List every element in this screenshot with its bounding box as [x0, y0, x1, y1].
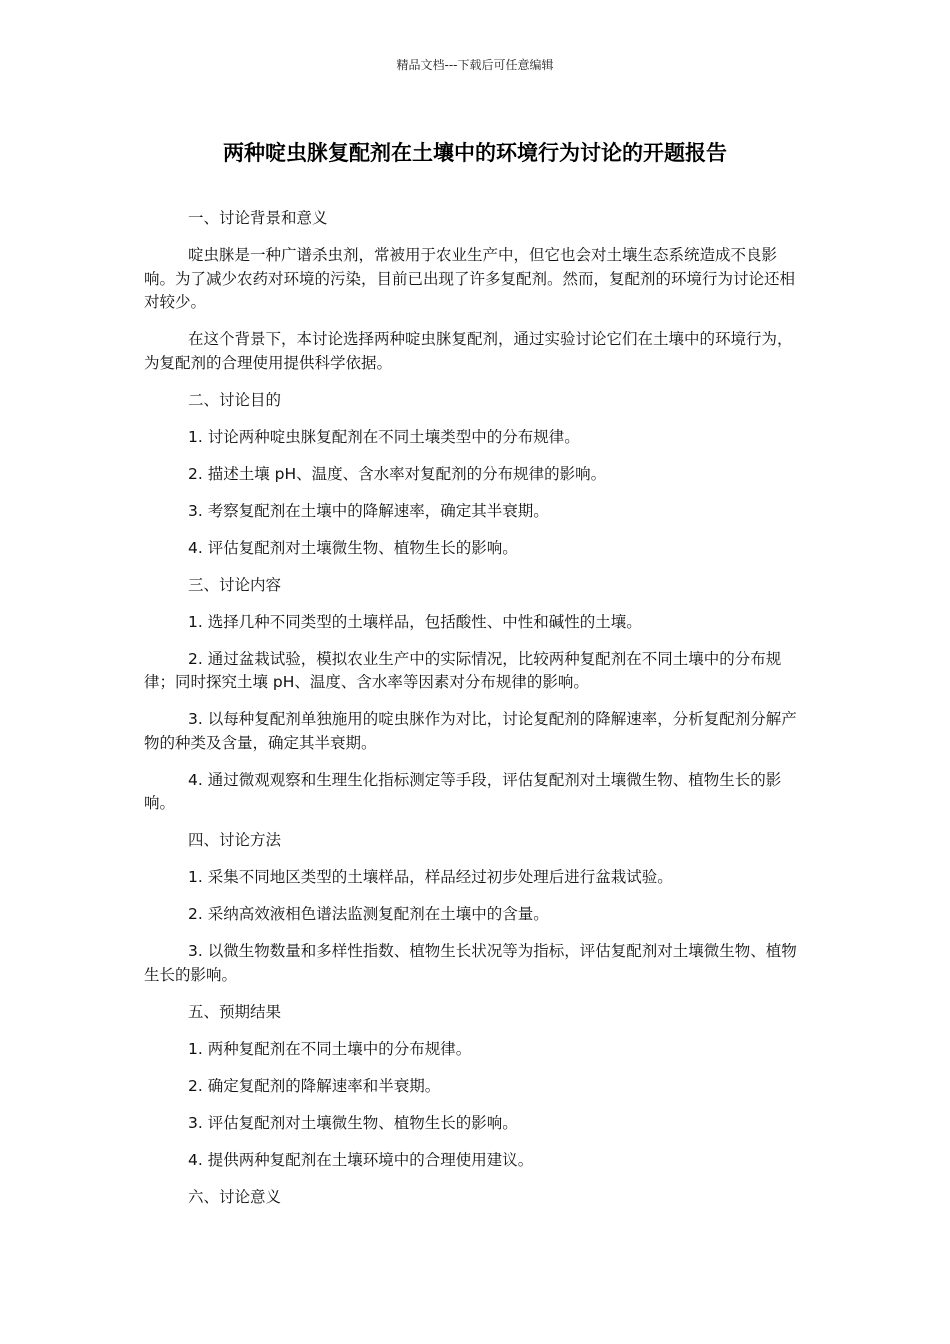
list-item-content-3: 3. 以每种复配剂单独施用的啶虫脒作为对比，讨论复配剂的降解速率，分析复配剂分解产物的种类及含量，确定其半衰期。	[144, 710, 797, 752]
list-item-method-2: 2. 采纳高效液相色谱法监测复配剂在土壤中的含量。	[188, 905, 549, 923]
section-heading-objectives: 二、讨论目的	[188, 390, 282, 409]
list-item-method-3: 3. 以微生物数量和多样性指数、植物生长状况等为指标，评估复配剂对土壤微生物、植物生长的影响。	[144, 942, 797, 984]
list-item-objective-3: 3. 考察复配剂在土壤中的降解速率，确定其半衰期。	[188, 501, 549, 520]
section-heading-methods: 四、讨论方法	[188, 831, 282, 849]
list-item-content-4: 4. 通过微观观察和生理生化指标测定等手段，评估复配剂对土壤微生物、植物生长的影响。	[144, 770, 782, 812]
section-heading-content: 三、讨论内容	[188, 575, 282, 594]
document-title: 两种啶虫脒复配剂在土壤中的环境行为讨论的开题报告	[223, 141, 727, 165]
list-item-objective-1: 1. 讨论两种啶虫脒复配剂在不同土壤类型中的分布规律。	[188, 427, 580, 446]
list-item-result-3: 3. 评估复配剂对土壤微生物、植物生长的影响。	[188, 1113, 518, 1132]
list-item-method-1: 1. 采集不同地区类型的土壤样品，样品经过初步处理后进行盆栽试验。	[188, 868, 673, 886]
list-item-result-1: 1. 两种复配剂在不同土壤中的分布规律。	[188, 1039, 472, 1058]
paragraph-background-1: 啶虫脒是一种广谱杀虫剂，常被用于农业生产中，但它也会对土壤生态系统造成不良影响。为了减少农药对环境的污染，目前已出现了许多复配剂。然而，复配剂的环境行为讨论还相对较少。	[144, 246, 796, 311]
list-item-result-4: 4. 提供两种复配剂在土壤环境中的合理使用建议。	[188, 1150, 534, 1169]
list-item-objective-4: 4. 评估复配剂对土壤微生物、植物生长的影响。	[188, 538, 518, 557]
header-note: 精品文档---下载后可任意编辑	[396, 58, 554, 72]
section-heading-significance: 六、讨论意义	[188, 1187, 282, 1206]
document-body	[144, 207, 806, 1223]
list-item-objective-2: 2. 描述土壤 pH、温度、含水率对复配剂的分布规律的影响。	[188, 464, 607, 483]
list-item-content-2: 2. 通过盆栽试验，模拟农业生产中的实际情况，比较两种复配剂在不同土壤中的分布规律；同时探究土壤 pH、温度、含水率等因素对分布规律的影响。	[144, 649, 782, 691]
section-heading-expected-results: 五、预期结果	[188, 1002, 282, 1021]
list-item-result-2: 2. 确定复配剂的降解速率和半衰期。	[188, 1076, 441, 1095]
list-item-content-1: 1. 选择几种不同类型的土壤样品，包括酸性、中性和碱性的土壤。	[188, 612, 642, 631]
paragraph-background-2: 在这个背景下，本讨论选择两种啶虫脒复配剂，通过实验讨论它们在土壤中的环境行为，为复配剂的合理使用提供科学依据。	[144, 330, 793, 372]
section-heading-background: 一、讨论背景和意义	[188, 209, 328, 227]
